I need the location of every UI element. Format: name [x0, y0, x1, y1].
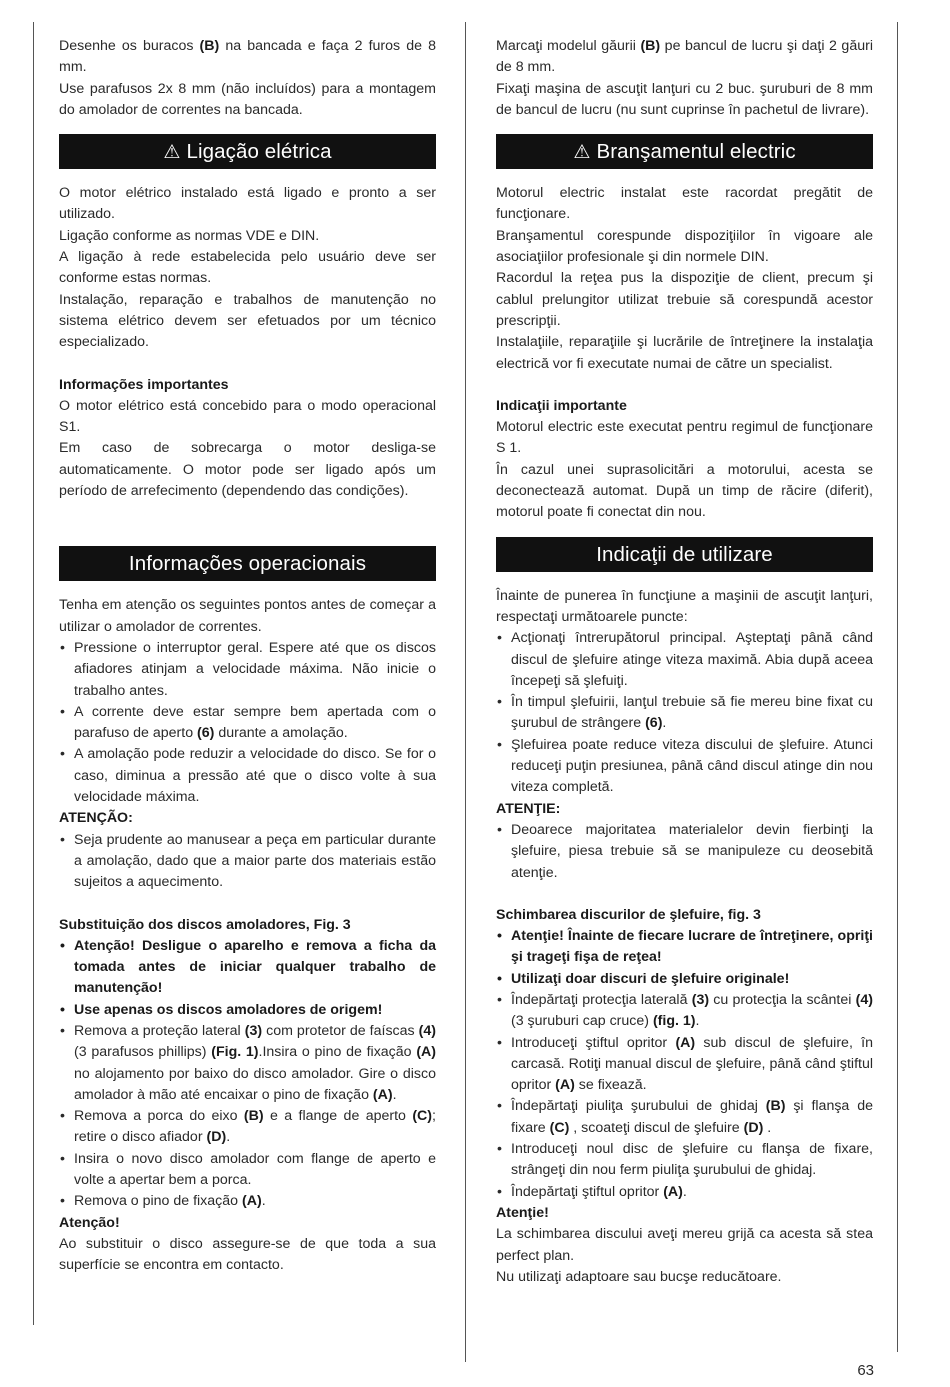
- list-item: • Atenţie! Înainte de fiecare lucrare de întreţinere, opriţi şi trageţi fişa de reţea!: [496, 926, 873, 969]
- pt-electrical-heading: [59, 134, 436, 169]
- bold-reference: (Fig. 1): [211, 1044, 259, 1061]
- page-number: 63: [857, 1362, 874, 1379]
- pt-electrical-title: Ligação elétrica: [186, 140, 332, 164]
- ro-attention-list: [496, 820, 873, 884]
- ro-final-text: La schimbarea discului aveţi mereu grijă ca acesta să stea perfect plan.: [496, 1226, 873, 1264]
- bold-reference: (D): [206, 1129, 227, 1146]
- warning-icon: ⚠: [163, 142, 181, 164]
- bold-reference: (D): [743, 1119, 764, 1136]
- bold-reference: (A): [372, 1086, 393, 1103]
- center-divider-line: [465, 22, 466, 1362]
- list-item: • Şlefuirea poate reduce viteza discului de şlefuire. Atunci reduceţi puţin presiunea, până când discul atinge din nou viteza completă.: [496, 735, 873, 799]
- ro-intro-1: Marcaţi modelul găurii (B) pe bancul de lucru şi daţi 2 găuri de 8 mm.: [496, 38, 873, 76]
- ro-important-para: Motorul electric este executat pentru regimul de funcţionare S 1.: [496, 419, 873, 457]
- pt-elec-para: Ligação conforme as normas VDE e DIN.: [59, 227, 320, 244]
- list-item: • Îndepărtaţi piuliţa şurubului de ghidaj (B) şi flanşa de fixare (C) , scoateţi discul de şlefuire (D) .: [496, 1096, 873, 1139]
- bold-reference: (4): [418, 1022, 436, 1039]
- ro-final-text-2: Nu utilizaţi adaptoare sau bucşe reducătoare.: [496, 1268, 782, 1285]
- pt-important-para: O motor elétrico está concebido para o modo operacional S1.: [59, 397, 436, 436]
- pt-replace-bold-list: [59, 936, 436, 1021]
- bold-reference: (B): [765, 1098, 786, 1115]
- ro-important-para: În cazul unei suprasolicitări a motorului, acesta se deconectează automat. După un timp de răcire (diferit), motorul poate fi conectat din nou.: [496, 461, 873, 521]
- pt-final-attention: Atenção!: [59, 1214, 120, 1231]
- list-item: • Utilizaţi doar discuri de şlefuire originale!: [496, 969, 873, 990]
- portuguese-column: [59, 36, 436, 1277]
- list-item: • Insira o novo disco amolador com flange de aperto e volte a apertar bem a porca.: [59, 1149, 436, 1192]
- list-item: • Remova o pino de fixação (A).: [59, 1191, 436, 1212]
- bold-reference: (3): [244, 1022, 263, 1039]
- ro-replace-steps-list: [496, 990, 873, 1203]
- pt-operating-list: [59, 638, 436, 808]
- pt-intro-2: Use parafusos 2x 8 mm (não incluídos) para a montagem do amolador de correntes na bancada.: [59, 80, 436, 118]
- ro-elec-para: Instalaţiile, reparaţiile şi lucrările de întreţinere la instalaţia electrică vor fi executate numai de către un specialist.: [496, 334, 873, 372]
- list-item: • Use apenas os discos amoladores de origem!: [59, 1000, 436, 1021]
- ro-electrical-heading: [496, 134, 873, 169]
- list-item: • Seja prudente ao manusear a peça em particular durante a amolação, dado que a maior parte dos materiais estão sujeitos a aquecimento.: [59, 830, 436, 894]
- pt-elec-para: A ligação à rede estabelecida pelo usuário deve ser conforme estas normas.: [59, 249, 436, 287]
- bold-reference: (3): [691, 991, 710, 1008]
- pt-attention-heading: ATENÇÃO:: [59, 810, 133, 827]
- pt-final-text: Ao substituir o disco assegure-se de que toda a sua superfície se encontra em contacto.: [59, 1235, 436, 1274]
- bold-reference: (4): [855, 991, 873, 1008]
- romanian-column: [496, 36, 873, 1288]
- list-item: • Remova a porca do eixo (B) e a flange de aperto (C); retire o disco afiador (D).: [59, 1106, 436, 1149]
- list-item: • Îndepărtaţi protecţia laterală (3) cu protecţia la scântei (4) (3 şuruburi cap cruce) (fig. 1).: [496, 990, 873, 1033]
- list-item: • Îndepărtaţi ştiftul opritor (A).: [496, 1182, 873, 1203]
- ro-replace-bold-list: [496, 926, 873, 990]
- ro-important-heading: Indicaţii importante: [496, 397, 627, 414]
- bold-reference: (B): [640, 38, 661, 54]
- ro-operating-heading: [496, 537, 873, 572]
- list-item: • A corrente deve estar sempre bem apertada com o parafuso de aperto (6) durante a amolação.: [59, 702, 436, 745]
- ro-operating-intro: Înainte de punerea în funcţiune a maşinii de ascuţit lanţuri, respectaţi următoarele puncte:: [496, 587, 873, 625]
- bold-reference: (A): [663, 1183, 683, 1200]
- pt-operating-heading: [59, 546, 436, 581]
- bold-reference: (A): [416, 1044, 437, 1061]
- bold-reference: (C): [549, 1119, 570, 1136]
- pt-intro-1: Desenhe os buracos (B) na bancada e faça 2 furos de 8 mm.: [59, 38, 436, 76]
- pt-elec-para: O motor elétrico instalado está ligado e pronto a ser utilizado.: [59, 185, 436, 223]
- list-item: • În timpul şlefuirii, lanţul trebuie să fie mereu bine fixat cu şurubul de strângere (6).: [496, 692, 873, 735]
- bold-reference: (fig. 1): [652, 1013, 696, 1030]
- pt-replace-steps-list: [59, 1021, 436, 1213]
- ro-operating-title: Indicaţii de utilizare: [596, 542, 773, 566]
- pt-operating-title: Informações operacionais: [128, 552, 367, 576]
- ro-elec-para: Branşamentul corespunde dispoziţiilor în vigoare ale asociaţiilor profesionale şi din normele DIN.: [496, 227, 873, 266]
- list-item: • Deoarece majoritatea materialelor devin fierbinţi la şlefuire, piesa trebuie să se manipuleze cu deosebită atenţie.: [496, 820, 873, 884]
- ro-operating-list: [496, 628, 873, 798]
- pt-important-heading: Informações importantes: [59, 376, 229, 393]
- ro-elec-para: Motorul electric instalat este racordat pregătit de funcţionare.: [496, 185, 873, 223]
- list-item: • Acţionaţi întrerupătorul principal. Aşteptaţi până când discul de şlefuire atinge viteza maximă. Abia după aceea începeţi să şlefuiţi.: [496, 628, 873, 692]
- ro-attention-heading: ATENŢIE:: [496, 800, 561, 817]
- pt-operating-intro: Tenha em atenção os seguintes pontos antes de começar a utilizar o amolador de correntes.: [59, 597, 436, 635]
- warning-icon: ⚠: [573, 142, 591, 164]
- list-item: • Atenção! Desligue o aparelho e remova a ficha da tomada antes de iniciar qualquer trabalho de manutenção!: [59, 936, 436, 1000]
- ro-final-attention: Atenţie!: [496, 1204, 549, 1221]
- bold-reference: (B): [199, 38, 220, 54]
- bold-reference: (C): [412, 1108, 433, 1125]
- list-item: • Pressione o interruptor geral. Espere até que os discos afiadores atinjam a velocidade máxima. Não inicie o trabalho antes.: [59, 638, 436, 702]
- right-margin-line: [897, 22, 898, 1352]
- ro-elec-para: Racordul la reţea pus la dispoziţie de client, precum şi cablul prelungitor utilizat trebuie să corespundă acestor prescripţii.: [496, 270, 873, 329]
- bold-reference: (6): [197, 725, 215, 742]
- ro-intro-2: Fixaţi maşina de ascuţit lanţuri cu 2 buc. şuruburi de 8 mm de bancul de lucru (nu sunt cuprinse în pachetul de livrare).: [496, 80, 873, 118]
- pt-replace-discs-heading: Substituição dos discos amoladores, Fig. 3: [59, 916, 351, 933]
- list-item: • A amolação pode reduzir a velocidade do disco. Se for o caso, diminua a pressão até que o disco volte à sua velocidade máxima.: [59, 744, 436, 808]
- bold-reference: (6): [645, 715, 663, 732]
- list-item: • Remova a proteção lateral (3) com protetor de faíscas (4) (3 parafusos phillips) (Fig. 1).Insira o pino de fixação (A) no alojamento por baixo do disco amolador. Gire o disco amolador à mão até encaixar o pino de fixação (A).: [59, 1021, 436, 1106]
- list-item: • Introduceţi ştiftul opritor (A) sub discul de şlefuire, în carcasă. Rotiţi manual discul de şlefuire, până când ştiftul opritor (A) se fixează.: [496, 1033, 873, 1097]
- bold-reference: (A): [675, 1034, 696, 1051]
- pt-important-para: Em caso de sobrecarga o motor desliga-se automaticamente. O motor pode ser ligado após um período de arrefecimento (dependendo das condições).: [59, 440, 436, 500]
- ro-electrical-title: Branşamentul electric: [596, 140, 796, 164]
- left-margin-line: [33, 22, 34, 1325]
- list-item: • Introduceţi noul disc de şlefuire cu flanşa de fixare, strângeţi din nou ferm piuliţa şurubului de ghidaj.: [496, 1139, 873, 1182]
- pt-elec-para: Instalação, reparação e trabalhos de manutenção no sistema elétrico devem ser efetuados por um técnico especializado.: [59, 291, 436, 351]
- ro-replace-discs-heading: Schimbarea discurilor de şlefuire, fig. 3: [496, 906, 761, 923]
- bold-reference: (A): [555, 1077, 575, 1094]
- bold-reference: (A): [242, 1193, 262, 1210]
- bold-reference: (B): [243, 1108, 264, 1125]
- pt-attention-list: [59, 830, 436, 894]
